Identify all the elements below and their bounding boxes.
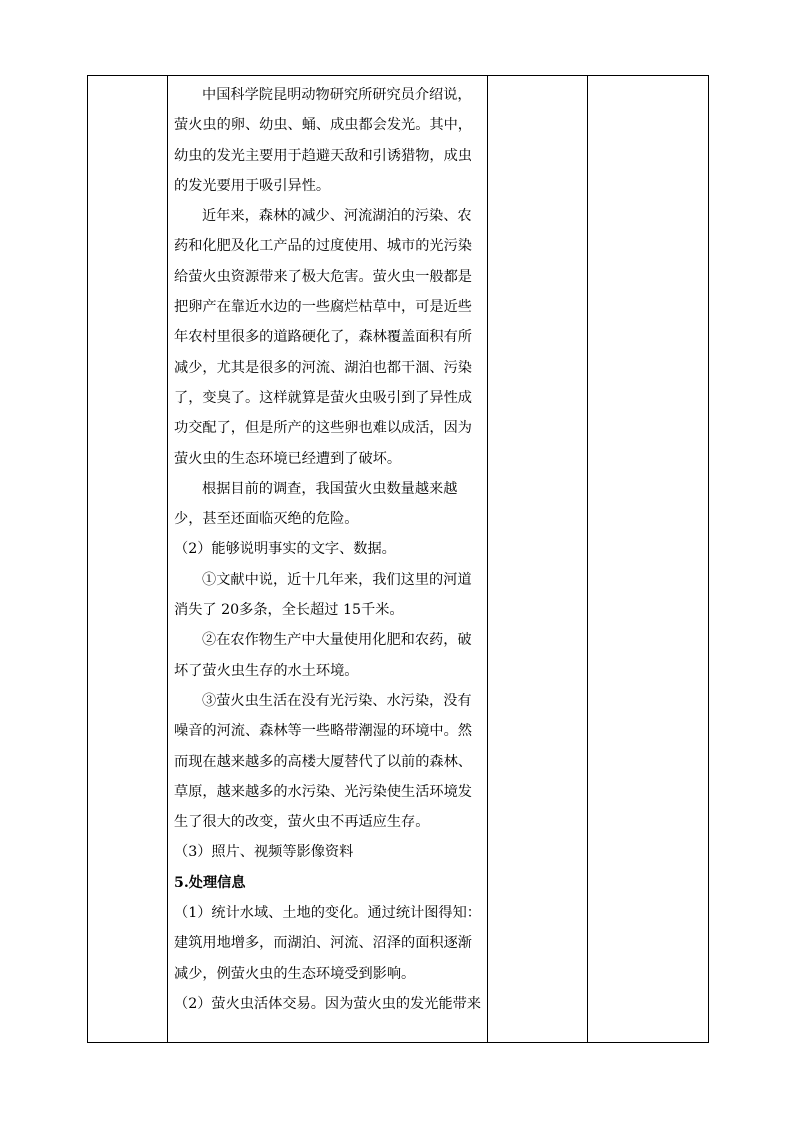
left-column-cell [88,76,168,1043]
paragraph: （3）照片、视频等影像资料 [174,844,354,861]
paragraph: 根据目前的调查，我国萤火虫数量越来越少，甚至还面临灭绝的危险。 [174,480,458,528]
paragraph: （2）能够说明事实的文字、数据。 [174,541,396,558]
paragraph: ②在农作物生产中大量使用化肥和农药，破坏了萤火虫生存的水土环境。 [174,632,472,679]
lesson-table [87,75,709,1043]
paragraph: （1）统计水域、土地的变化。通过统计图得知：建筑用地增多，而湖泊、河流、沼泽的面积逐渐减少，例萤火虫的生态环境受到影响。 [174,905,481,982]
right-column-cell [588,76,709,1043]
paragraph: （2）萤火虫活体交易。因为萤火虫的发光能带来 [174,995,481,1012]
table-row [88,76,709,1043]
section-heading: 5.处理信息 [174,874,246,891]
content-body [168,76,487,1019]
paragraph: 近年来，森林的减少、河流湖泊的污染、农药和化肥及化工产品的过度使用、城市的光污染给萤火虫资源带来了极大危害。萤火虫一般都是把卵产在靠近水边的一些腐烂枯草中，可是近些年农村里很多的道路硬化了，森林覆盖面积有所减少，尤其是很多的河流、湖泊也都干涸、污染了，变臭了。这样就算是萤火虫吸引到了异性成功交配了，但是所产的这些卵也难以成活，因为萤火虫的生态环境已经遭到了破坏。 [174,208,472,467]
paragraph: 中国科学院昆明动物研究所研究员介绍说，萤火虫的卵、幼虫、蛹、成虫都会发光。其中，幼虫的发光主要用于趋避天敌和引诱猎物，成虫的发光要用于吸引异性。 [174,87,472,194]
third-column-cell [488,76,588,1043]
paragraph: ①文献中说，近十几年来，我们这里的河道消失了 20多条，全长超过 15千米。 [174,571,472,619]
paragraph: ③萤火虫生活在没有光污染、水污染，没有噪音的河流、森林等一些略带潮湿的环境中。然而现在越来越多的高楼大厦替代了以前的森林、草原，越来越多的水污染、光污染使生活环境发生了很大的改变，萤火虫不再适应生存。 [174,692,472,831]
content-cell [168,76,488,1043]
